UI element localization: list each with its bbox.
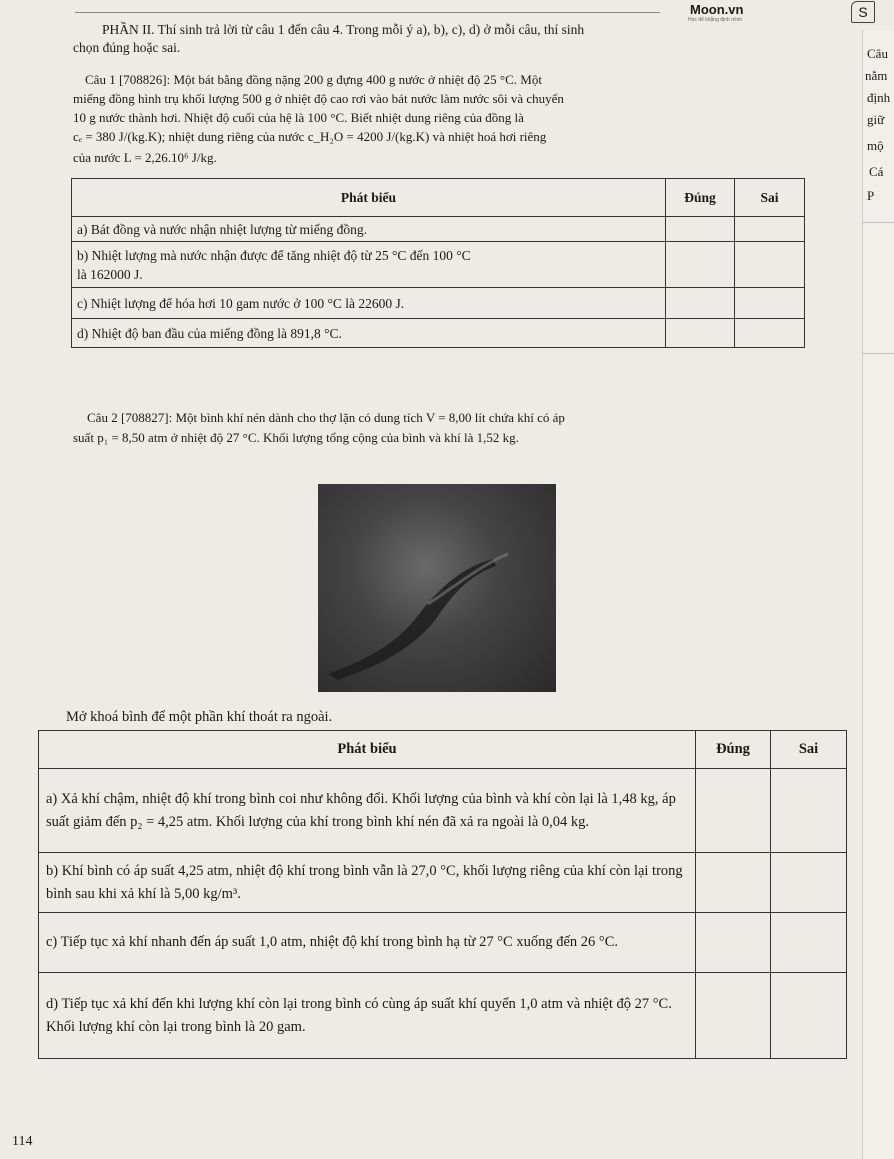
q2-statement-a: a) Xả khí chậm, nhiệt độ khí trong bình coi như không đổi. Khối lượng của bình và khí còn lại là 1,48 kg, áp suất giảm đến p₂ = 4,25 atm. Khối lượng của khí trong bình khí nén đã xả ra ngoài là 0,04 kg. bbox=[39, 769, 696, 853]
q1-statement-b bbox=[72, 242, 666, 288]
strip-text: mộ bbox=[867, 138, 884, 153]
table-row bbox=[72, 319, 805, 348]
strip-text: Cá bbox=[869, 164, 884, 179]
strip-text: định bbox=[867, 90, 891, 105]
q1-d-true-cell[interactable] bbox=[666, 319, 735, 348]
q1-line-4: cₑ = 380 J/(kg.K); nhiệt dung riêng của nước c_H₂O = 4200 J/(kg.K) và nhiệt hoá hơi riêng bbox=[73, 129, 547, 144]
strip-text: Câu bbox=[867, 46, 888, 61]
table-row bbox=[39, 853, 847, 913]
q1-statement-b-line-1: b) Nhiệt lượng mà nước nhận được để tăng nhiệt độ từ 25 °C đến 100 °C bbox=[77, 247, 471, 263]
q2-line-1: Câu 2 [708827]: Một bình khí nén dành cho thợ lặn có dung tích V = 8,00 lít chứa khí có áp bbox=[87, 410, 565, 425]
q2-d-true-cell[interactable] bbox=[696, 973, 771, 1059]
table-row bbox=[72, 217, 805, 242]
strip-text: giữ bbox=[867, 112, 885, 127]
q1-line-2: miếng đồng hình trụ khối lượng 500 g ở nhiệt độ cao rơi vào bát nước làm nước sôi và chuyển bbox=[73, 91, 564, 106]
q1-line-1: Câu 1 [708826]: Một bát bằng đồng nặng 200 g đựng 400 g nước ở nhiệt độ 25 °C. Một bbox=[85, 72, 542, 87]
q2-answer-table bbox=[38, 730, 847, 1059]
q2-d-false-cell[interactable] bbox=[771, 973, 847, 1059]
q2-line-2: suất p₁ = 8,50 atm ở nhiệt độ 27 °C. Khối lượng tổng cộng của bình và khí là 1,52 kg. bbox=[73, 430, 519, 445]
q2-header-statement: Phát biểu bbox=[39, 731, 696, 769]
q2-b-false-cell[interactable] bbox=[771, 853, 847, 913]
intro-line-1: PHẦN II. Thí sinh trả lời từ câu 1 đến câu 4. Trong mỗi ý a), b), c), d) ở mỗi câu, thí sinh bbox=[102, 22, 585, 37]
intro-line-2: chọn đúng hoặc sai. bbox=[73, 40, 181, 55]
moon-logo: Moon.vn bbox=[690, 2, 744, 17]
q1-d-false-cell[interactable] bbox=[735, 319, 805, 348]
table-row bbox=[39, 913, 847, 973]
q2-a-false-cell[interactable] bbox=[771, 769, 847, 853]
strip-text: P bbox=[867, 188, 875, 203]
q1-statement-c: c) Nhiệt lượng để hóa hơi 10 gam nước ở 100 °C là 22600 J. bbox=[72, 288, 666, 319]
header-rule bbox=[75, 12, 660, 13]
q1-line-3: 10 g nước thành hơi. Nhiệt độ cuối của hệ là 100 °C. Biết nhiệt dung riêng của đồng là bbox=[73, 110, 524, 125]
q2-statement-d: d) Tiếp tục xả khí đến khi lượng khí còn lại trong bình có cùng áp suất khí quyển 1,0 atm và nhiệt độ 27 °C. Khối lượng khí còn lại trong bình là 20 gam. bbox=[39, 973, 696, 1059]
strip-table-fragment bbox=[863, 222, 894, 354]
q1-a-false-cell[interactable] bbox=[735, 217, 805, 242]
q1-c-false-cell[interactable] bbox=[735, 288, 805, 319]
q2-b-true-cell[interactable] bbox=[696, 853, 771, 913]
q2-header-true: Đúng bbox=[696, 731, 771, 769]
q2-c-false-cell[interactable] bbox=[771, 913, 847, 973]
q1-header-statement: Phát biểu bbox=[72, 179, 666, 217]
q1-b-true-cell[interactable] bbox=[666, 242, 735, 288]
q1-header-false: Sai bbox=[735, 179, 805, 217]
q1-header-true: Đúng bbox=[666, 179, 735, 217]
gas-release-image bbox=[318, 484, 556, 692]
diving-tank-photo bbox=[318, 484, 556, 692]
strip-text: nằm bbox=[865, 68, 888, 83]
q1-c-true-cell[interactable] bbox=[666, 288, 735, 319]
table-row bbox=[39, 769, 847, 853]
q1-statement-b-line-2: là 162000 J. bbox=[77, 266, 143, 282]
q2-a-true-cell[interactable] bbox=[696, 769, 771, 853]
next-page-strip bbox=[862, 30, 894, 1159]
logo-tagline: Học để khẳng định mình bbox=[688, 17, 743, 23]
q2-statement-b: b) Khí bình có áp suất 4,25 atm, nhiệt độ khí trong bình vẫn là 27,0 °C, khối lượng riêng của khí còn lại trong bình sau khi xả khí là 5,00 kg/m³. bbox=[39, 853, 696, 913]
q2-header-false: Sai bbox=[771, 731, 847, 769]
q2-c-true-cell[interactable] bbox=[696, 913, 771, 973]
q1-statement-d: d) Nhiệt độ ban đầu của miếng đồng là 891,8 °C. bbox=[72, 319, 666, 348]
q1-a-true-cell[interactable] bbox=[666, 217, 735, 242]
table-row bbox=[72, 288, 805, 319]
q1-b-false-cell[interactable] bbox=[735, 242, 805, 288]
table-row bbox=[39, 973, 847, 1059]
q2-statement-c: c) Tiếp tục xả khí nhanh đến áp suất 1,0 atm, nhiệt độ khí trong bình hạ từ 27 °C xuống đến 26 °C. bbox=[39, 913, 696, 973]
page-corner-icon: S bbox=[851, 1, 875, 23]
q1-statement-a: a) Bát đồng và nước nhận nhiệt lượng từ miếng đồng. bbox=[72, 217, 666, 242]
q2-after-image: Mở khoá bình để một phần khí thoát ra ngoài. bbox=[66, 709, 333, 725]
table-row bbox=[72, 242, 805, 288]
q1-answer-table bbox=[71, 178, 805, 348]
page-number: 114 bbox=[12, 1134, 33, 1149]
q1-line-5: của nước L = 2,26.10⁶ J/kg. bbox=[73, 150, 217, 165]
